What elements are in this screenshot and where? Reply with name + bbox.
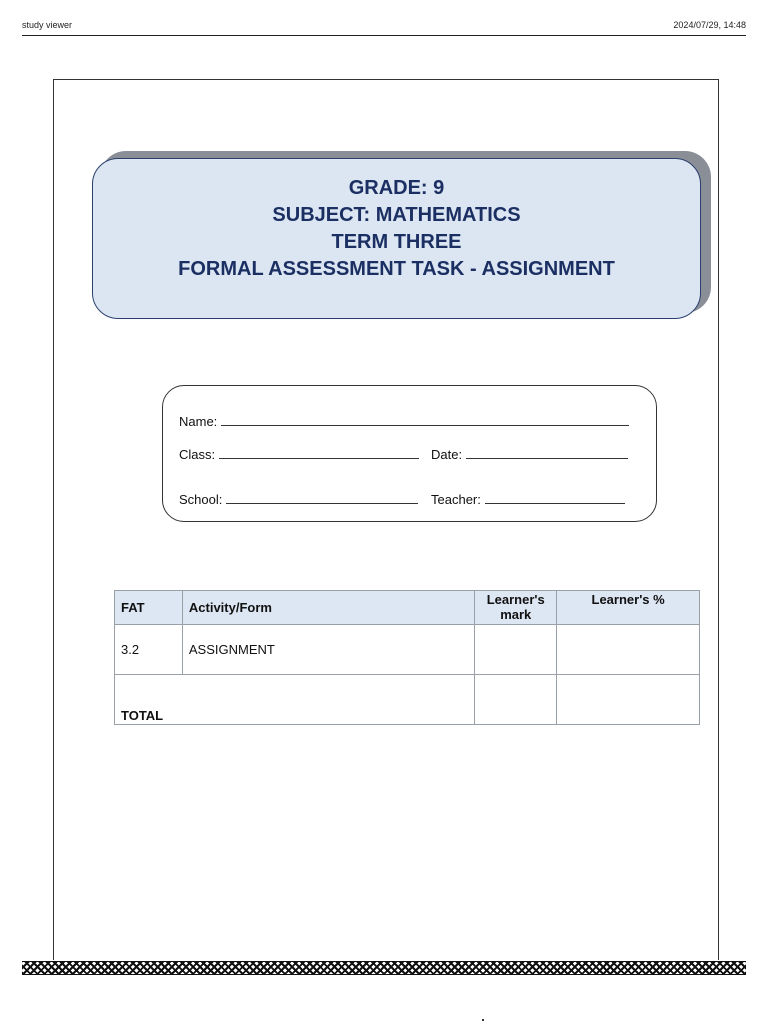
task-title: FORMAL ASSESSMENT TASK - ASSIGNMENT [178,258,615,280]
header-learner-mark: Learner's mark [475,591,557,625]
page-divider-band [22,961,746,975]
term-title: TERM THREE [331,231,462,253]
grade-title: GRADE: 9 [348,177,445,199]
table-row [115,625,700,675]
school-blank[interactable] [226,491,418,504]
learner-info-box [162,385,657,522]
viewer-header-bar [22,17,746,36]
name-label: Name: [179,414,218,429]
app-title: study viewer [22,20,73,30]
total-label: TOTAL [115,675,475,725]
header-learner-percent: Learner's % [557,591,700,625]
school-field[interactable] [179,491,418,507]
table-header-row [115,591,700,625]
cell-fat: 3.2 [115,625,183,675]
header-fat: FAT [115,591,183,625]
marks-table [114,590,700,725]
total-row [115,675,700,725]
class-field[interactable] [179,446,419,462]
name-blank[interactable] [221,413,629,426]
total-mark-cell[interactable] [475,675,557,725]
school-label: School: [179,492,223,507]
class-blank[interactable] [219,446,419,459]
title-banner [92,158,701,319]
teacher-label: Teacher: [431,492,481,507]
teacher-blank[interactable] [485,491,625,504]
timestamp: 2024/07/29, 14:48 [673,20,746,30]
class-label: Class: [179,447,216,462]
date-field[interactable] [431,446,628,462]
stray-dot [482,1019,484,1021]
cell-activity: ASSIGNMENT [182,625,474,675]
total-percent-cell[interactable] [557,675,700,725]
cell-learner-percent[interactable] [557,625,700,675]
header-activity: Activity/Form [182,591,474,625]
date-blank[interactable] [466,446,628,459]
date-label: Date: [431,447,463,462]
subject-title: SUBJECT: MATHEMATICS [272,204,521,226]
name-field[interactable] [179,413,629,429]
teacher-field[interactable] [431,491,625,507]
cell-learner-mark[interactable] [475,625,557,675]
